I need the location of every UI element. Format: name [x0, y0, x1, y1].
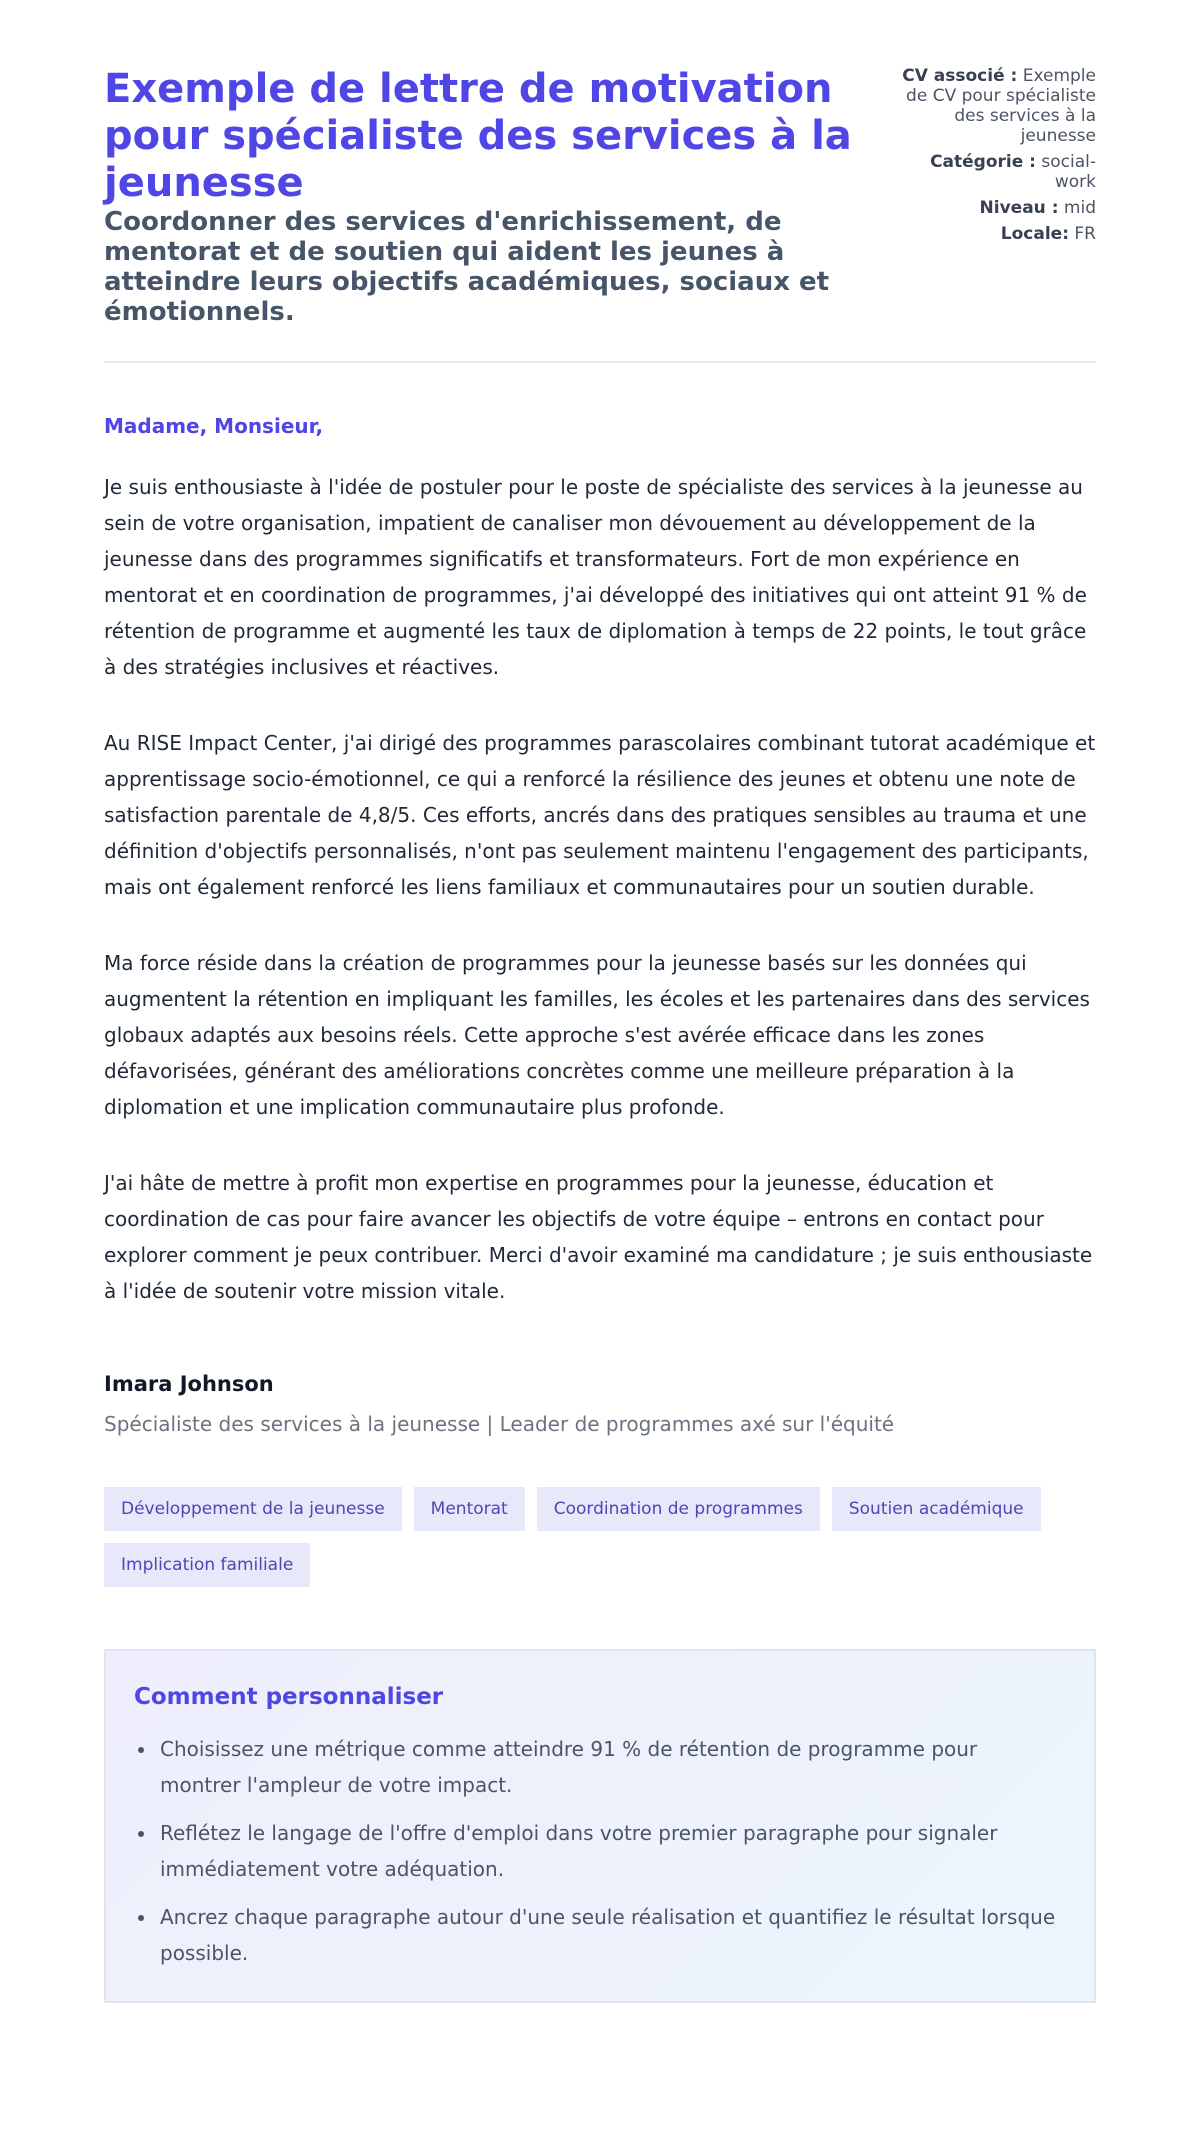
cover-letter-page [104, 0, 1096, 2003]
meta-cv [896, 66, 1096, 146]
meta-locale-label: Locale: [1000, 224, 1069, 244]
letter-body [104, 413, 1096, 1309]
paragraph-strength: Ma force réside dans la création de programmes pour la jeunesse basés sur les données qui augmentent la rétention en impliquant les familles, les écoles et les partenaires dans des services globaux adaptés aux besoins réels. Cette approche s'est avérée efficace dans les zones défavorisées, générant des améliorations concrètes comme une meilleure préparation à la diplomation et une implication communautaire plus profonde. [104, 951, 1090, 1119]
tips-title: Comment personnaliser [134, 1684, 444, 1710]
page-title: Exemple de lettre de motivation pour spécialiste des services à la jeunesse [104, 66, 852, 206]
meta-cv-value: Exemple de CV pour spécialiste des services à la jeunesse [906, 66, 1096, 146]
greeting: Madame, Monsieur, [104, 414, 324, 438]
meta-panel [896, 66, 1096, 250]
meta-level-label: Niveau : [979, 198, 1059, 218]
letter-paragraphs [104, 469, 1096, 1309]
page-subtitle: Coordonner des services d'enrichissement, de mentorat et de soutien qui aident les jeunes à atteindre leurs objectifs académiques, sociaux et émotionnels. [104, 207, 830, 327]
paragraph-experience: Au RISE Impact Center, j'ai dirigé des programmes parascolaires combinant tutorat académique et apprentissage socio-émotionnel, ce qui a renforcé la résilience des jeunes et obtenu une note de satisfaction parentale de 4,8/5. Ces efforts, ancrés dans des pratiques sensibles au trauma et une définition d'objectifs personnalisés, n'ont pas seulement maintenu l'engagement des participants, mais ont également renforcé les liens familiaux et communautaires pour un soutien durable. [104, 731, 1096, 899]
tip-item: Choisissez une métrique comme atteindre 91 % de rétention de programme pour montrer l'ampleur de votre impact. [160, 1731, 1064, 1803]
tag: Soutien académique [832, 1487, 1041, 1531]
header-main [104, 66, 864, 327]
page-header [104, 66, 1096, 363]
meta-locale [896, 224, 1096, 244]
paragraph-intro: Je suis enthousiaste à l'idée de postuler pour le poste de spécialiste des services à la jeunesse au sein de votre organisation, impatient de canaliser mon dévouement au développement de la jeunesse dans des programmes significatifs et transformateurs. Fort de mon expérience en mentorat et en coordination de programmes, j'ai développé des initiatives qui ont atteint 91 % de rétention de programme et augmenté les taux de diplomation à temps de 22 points, le tout grâce à des stratégies inclusives et réactives. [104, 475, 1087, 679]
tag: Implication familiale [104, 1543, 310, 1587]
customization-tips [104, 1649, 1096, 2003]
tip-item: Reflétez le langage de l'offre d'emploi dans votre premier paragraphe pour signaler immédiatement votre adéquation. [160, 1815, 1064, 1887]
meta-level [896, 198, 1096, 218]
meta-category [896, 152, 1096, 192]
tag: Coordination de programmes [537, 1487, 820, 1531]
tag: Mentorat [414, 1487, 525, 1531]
paragraph-closing: J'ai hâte de mettre à profit mon expertise en programmes pour la jeunesse, éducation et coordination de cas pour faire avancer les objectifs de votre équipe – entrons en contact pour explorer comment je peux contribuer. Merci d'avoir examiné ma candidature ; je suis enthousiaste à l'idée de soutenir votre mission vitale. [104, 1171, 1093, 1303]
meta-level-value: mid [1063, 198, 1096, 218]
signature-title: Spécialiste des services à la jeunesse | Leader de programmes axé sur l'équité [104, 1412, 895, 1436]
meta-category-value: social-work [1041, 152, 1096, 192]
meta-category-label: Catégorie : [930, 152, 1036, 172]
tips-list [134, 1731, 1064, 1971]
tag: Développement de la jeunesse [104, 1487, 402, 1531]
meta-cv-label: CV associé : [902, 66, 1018, 86]
signature-name: Imara Johnson [104, 1372, 274, 1396]
meta-locale-value: FR [1074, 224, 1096, 244]
skill-tags [104, 1487, 1096, 1587]
signature [104, 1371, 1096, 1437]
tip-item: Ancrez chaque paragraphe autour d'une seule réalisation et quantifiez le résultat lorsque possible. [160, 1899, 1064, 1971]
